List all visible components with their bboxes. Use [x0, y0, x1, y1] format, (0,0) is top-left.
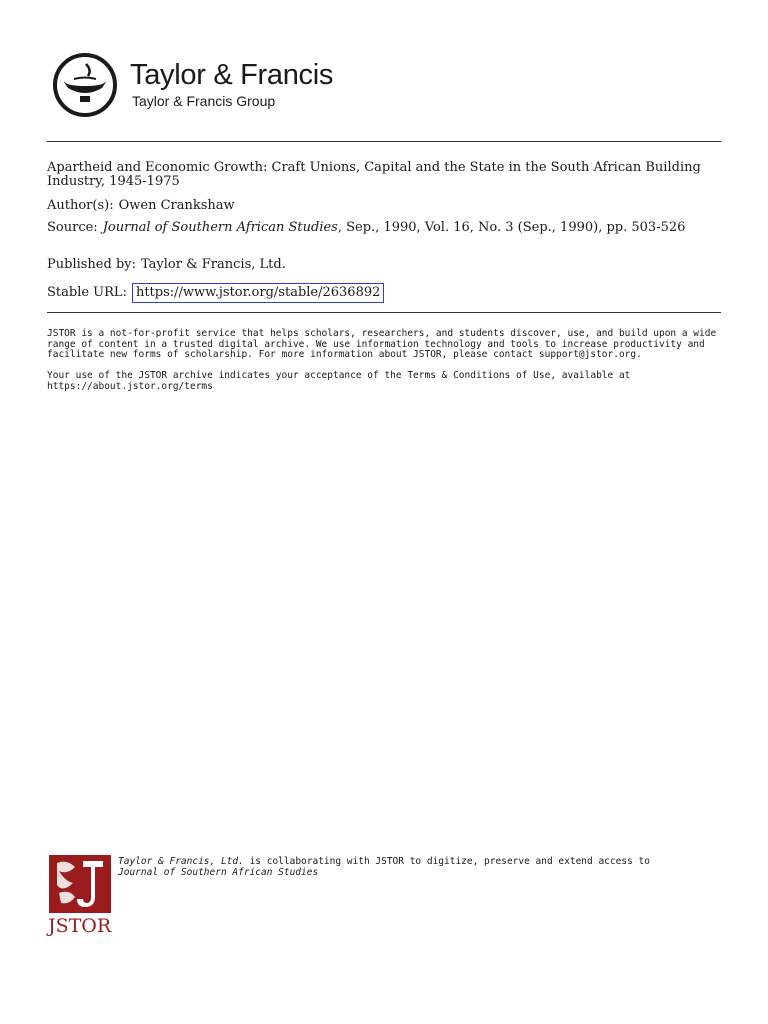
author-label: Author(s): [47, 198, 114, 213]
stable-url-link[interactable]: https://www.jstor.org/stable/2636892 [132, 283, 384, 303]
collab-statement: is collaborating with JSTOR to digitize, preserve and extend access to [243, 856, 650, 867]
collab-journal: Journal of Southern African Studies [118, 867, 319, 878]
terms-notice-paragraph: Your use of the JSTOR archive indicates your acceptance of the Terms & Conditions of Use, available at https://about.jstor.org/terms [47, 370, 631, 392]
article-title: Apartheid and Economic Growth: Craft Unions, Capital and the State in the South African Building Industry, 1945-1975 [47, 160, 701, 189]
source-line [47, 221, 721, 235]
header-divider [47, 141, 721, 142]
partner-name: Taylor & Francis, Ltd. [118, 856, 244, 867]
meta-divider [47, 312, 721, 313]
published-label: Published by: [47, 257, 136, 272]
jstor-wordmark: JSTOR [48, 915, 112, 937]
lamp-icon [52, 52, 118, 118]
publisher-name: Taylor & Francis [130, 59, 334, 91]
publisher-logo [52, 52, 352, 122]
publisher-group: Taylor & Francis Group [132, 93, 276, 109]
publisher-line [47, 258, 721, 272]
collaboration-text [118, 856, 718, 878]
stable-url-label: Stable URL: [47, 285, 127, 300]
stable-url-line [47, 283, 721, 303]
published-by: Taylor & Francis, Ltd. [141, 257, 286, 272]
source-detail: , Sep., 1990, Vol. 16, No. 3 (Sep., 1990), pp. 503-526 [337, 220, 686, 235]
author-line [47, 199, 721, 213]
author-name: Owen Crankshaw [118, 198, 235, 213]
source-journal: Journal of Southern African Studies [102, 220, 338, 235]
source-label: Source: [47, 220, 98, 235]
jstor-notice-paragraph: JSTOR is a not-for-profit service that helps scholars, researchers, and students discover, use, and build upon a wide range of content in a trusted digital archive. We use information technology and tools to increase productivity and facilitate new forms of scholarship. For more information about JSTOR, please contact support@jstor.org. [47, 328, 717, 360]
